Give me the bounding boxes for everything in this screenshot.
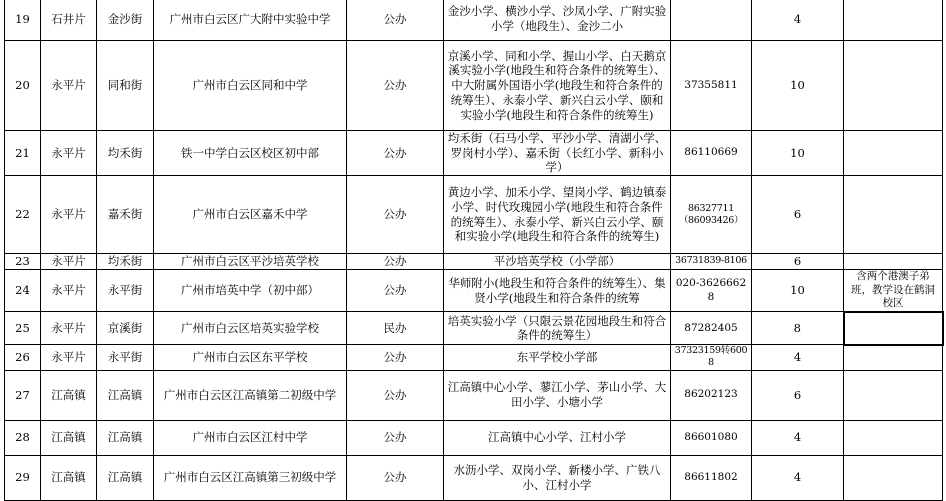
cell-phone: 020-36266628 [671,269,752,311]
cell-classes: 4 [752,455,844,500]
table-row [5,420,943,455]
cell-feeders: 均禾街（石马小学、平沙小学、清湖小学、罗岗村小学）、嘉禾街（长红小学、新科小学） [444,131,671,176]
cell-phone: 37355811 [671,41,752,131]
cell-note [844,0,943,41]
table-row [5,131,943,176]
cell-area: 永平片 [41,269,97,311]
cell-type: 公办 [347,455,444,500]
cell-no: 28 [5,420,41,455]
cell-note [844,131,943,176]
cell-classes: 6 [752,370,844,420]
table-row [5,312,943,345]
cell-type: 公办 [347,370,444,420]
cell-note [844,420,943,455]
cell-area: 永平片 [41,254,97,270]
cell-phone: 36731839-8106 [671,254,752,270]
cell-street: 京溪街 [97,312,154,345]
cell-feeders: 水沥小学、双岗小学、新楼小学、广铁八小、江村小学 [444,455,671,500]
cell-note [844,455,943,500]
table-row [5,345,943,370]
cell-school: 广州市白云区平沙培英学校 [154,254,347,270]
table-row [5,455,943,500]
cell-feeders: 江高镇中心小学、江村小学 [444,420,671,455]
cell-no: 26 [5,345,41,370]
table-body [5,0,943,500]
cell-feeders: 京溪小学、同和小学、握山小学、白天鹅京溪实验小学(地段生和符合条件的统筹生）、中大附属外国语小学(地段生和符合条件的统筹生）、永泰小学、新兴白云小学、颐和实验小学(地段生和符合条件的统筹生) [444,41,671,131]
cell-type: 公办 [347,131,444,176]
cell-type: 公办 [347,0,444,41]
cell-no: 23 [5,254,41,270]
cell-note [844,370,943,420]
cell-school: 广州市白云区江村中学 [154,420,347,455]
cell-feeders: 培英实验小学（只限云景花园地段生和符合条件的统筹生） [444,312,671,345]
cell-area: 永平片 [41,41,97,131]
cell-area: 永平片 [41,345,97,370]
cell-feeders: 金沙小学、横沙小学、沙凤小学、广附实验小学（地段生）、金沙二小 [444,0,671,41]
cell-classes: 8 [752,312,844,345]
cell-note [844,41,943,131]
cell-school: 广州市白云区培英实验学校 [154,312,347,345]
admission-table [4,0,944,501]
cell-classes: 10 [752,41,844,131]
table-row [5,370,943,420]
cell-area: 江高镇 [41,420,97,455]
cell-no: 19 [5,0,41,41]
cell-street: 嘉禾街 [97,176,154,254]
cell-school: 广州市白云区同和中学 [154,41,347,131]
cell-street: 江高镇 [97,420,154,455]
cell-phone [671,0,752,41]
cell-type: 公办 [347,176,444,254]
cell-classes: 6 [752,176,844,254]
cell-no: 20 [5,41,41,131]
cell-note [844,254,943,270]
cell-phone: 86110669 [671,131,752,176]
cell-street: 均禾街 [97,254,154,270]
cell-street: 永平街 [97,345,154,370]
cell-school: 广州市白云区东平学校 [154,345,347,370]
cell-street: 江高镇 [97,455,154,500]
table-row [5,176,943,254]
cell-classes: 4 [752,420,844,455]
cell-school: 广州市白云区江高镇第三初级中学 [154,455,347,500]
cell-type: 公办 [347,345,444,370]
cell-classes: 10 [752,131,844,176]
cell-area: 永平片 [41,131,97,176]
cell-street: 永平街 [97,269,154,311]
cell-no: 21 [5,131,41,176]
cell-area: 江高镇 [41,370,97,420]
cell-no: 27 [5,370,41,420]
cell-classes: 6 [752,254,844,270]
cell-area: 永平片 [41,312,97,345]
cell-area: 永平片 [41,176,97,254]
cell-type: 公办 [347,420,444,455]
cell-area: 石井片 [41,0,97,41]
cell-note [844,176,943,254]
cell-classes: 10 [752,269,844,311]
cell-area: 江高镇 [41,455,97,500]
table-row [5,269,943,311]
cell-type: 公办 [347,254,444,270]
cell-phone: 86601080 [671,420,752,455]
table-row [5,41,943,131]
cell-feeders: 平沙培英学校（小学部） [444,254,671,270]
cell-no: 29 [5,455,41,500]
table-row [5,254,943,270]
cell-note [844,312,943,345]
cell-phone: 87282405 [671,312,752,345]
cell-street: 江高镇 [97,370,154,420]
cell-phone: 86202123 [671,370,752,420]
cell-school: 广州市白云区嘉禾中学 [154,176,347,254]
cell-type: 民办 [347,312,444,345]
cell-classes: 4 [752,345,844,370]
cell-classes: 4 [752,0,844,41]
cell-school: 广州市培英中学（初中部） [154,269,347,311]
cell-feeders: 东平学校小学部 [444,345,671,370]
cell-note: 含两个港澳子弟班，教学设在鹤洞校区 [844,269,943,311]
cell-no: 22 [5,176,41,254]
cell-feeders: 江高镇中心小学、蓼江小学、茅山小学、大田小学、小塘小学 [444,370,671,420]
cell-feeders: 黄边小学、加禾小学、望岗小学、鹤边镇泰小学、时代玫瑰园小学(地段生和符合条件的统筹生）、永泰小学、新兴白云小学、颐和实验小学(地段生和符合条件的统筹生) [444,176,671,254]
cell-no: 25 [5,312,41,345]
cell-school: 铁一中学白云区校区初中部 [154,131,347,176]
cell-feeders: 华师附小(地段生和符合条件的统筹生）、集贤小学(地段生和符合条件的统筹 [444,269,671,311]
table-row [5,0,943,41]
cell-street: 均禾街 [97,131,154,176]
cell-note [844,345,943,370]
cell-type: 公办 [347,41,444,131]
cell-type: 公办 [347,269,444,311]
cell-school: 广州市白云区江高镇第二初级中学 [154,370,347,420]
cell-school: 广州市白云区广大附中实验中学 [154,0,347,41]
cell-street: 金沙街 [97,0,154,41]
cell-phone: 86611802 [671,455,752,500]
cell-street: 同和街 [97,41,154,131]
cell-no: 24 [5,269,41,311]
cell-phone: 37323159转6008 [671,345,752,370]
cell-phone: 86327711 （86093426） [671,176,752,254]
